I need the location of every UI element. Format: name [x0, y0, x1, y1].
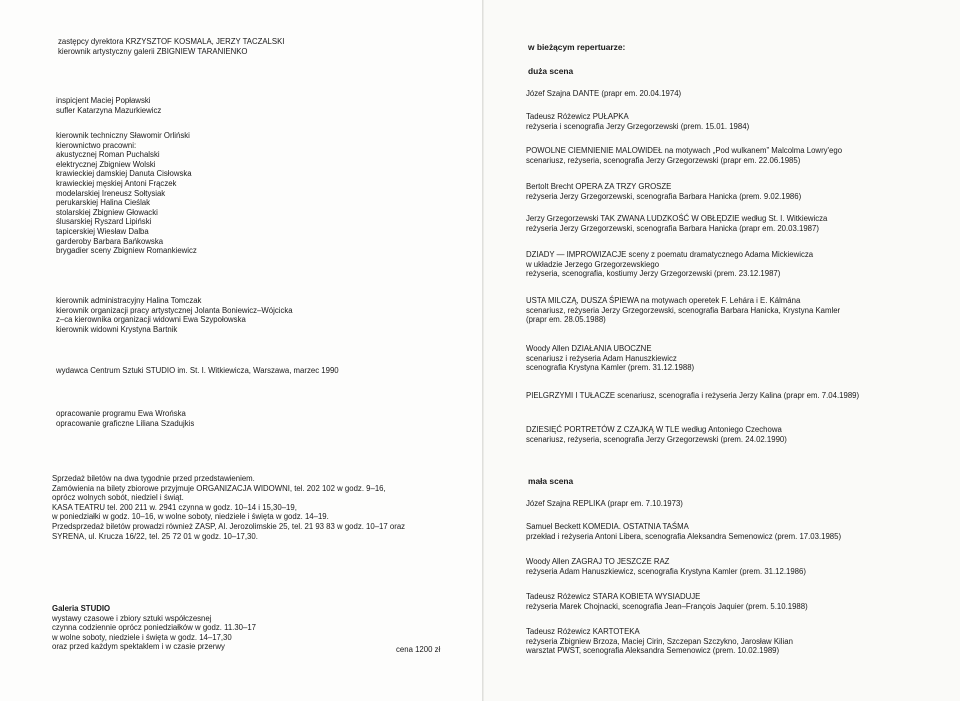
credit-line: opracowanie graficzne Liliana Szadujkis: [56, 418, 195, 428]
entry-line: Woody Allen ZAGRAJ TO JESZCZE RAZ: [526, 557, 670, 566]
small-stage-entry: [526, 499, 683, 509]
staff-line: inspicjent Maciej Popławski: [56, 96, 151, 105]
ticket-line: Zamówienia na bilety zbiorowe przyjmuje ORGANIZACJA WIDOWNI, tel. 202 102 w godz. 9–16,: [52, 483, 386, 493]
entry-line: reżyseria Jerzy Grzegorzewski, scenografia Barbara Hanicka (prem. 9.02.1986): [526, 191, 802, 201]
ticket-line: KASA TEATRU tel. 200 211 w. 2941 czynna w godz. 10–14 i 15,30–19,: [52, 502, 297, 512]
ticket-line: SYRENA, ul. Krucza 16/22, tel. 25 72 01 w godz. 10–17,30.: [52, 531, 258, 541]
staff-line: kierownik administracyjny Halina Tomczak: [56, 296, 202, 305]
credits-block: [56, 409, 194, 428]
staff-line: akustycznej Roman Puchalski: [56, 150, 160, 160]
repertoire-title: w bieżącym repertuarze:: [528, 42, 626, 52]
ticket-info-block: [52, 474, 405, 541]
entry-line: reżyseria Adam Hanuszkiewicz, scenografia Krystyna Kamler (prem. 31.12.1986): [526, 566, 806, 576]
staff-line: kierownictwo pracowni:: [56, 140, 137, 150]
big-stage-entry: [526, 214, 827, 233]
big-stage-entry: [526, 425, 787, 444]
staff-line: elektrycznej Zbigniew Wolski: [56, 159, 156, 169]
ticket-line: Sprzedaż biletów na dwa tygodnie przed przedstawieniem.: [52, 474, 255, 483]
staff-block-technical: [56, 131, 197, 256]
gallery-line: wystawy czasowe i zbiory sztuki współczesnej: [52, 613, 212, 623]
header-line: zastępcy dyrektora KRZYSZTOF KOSMALA, JERZY TACZALSKI: [58, 37, 285, 46]
credit-line: opracowanie programu Ewa Wrońska: [56, 409, 186, 418]
entry-line: przekład i reżyseria Antoni Libera, scenografia Aleksandra Semenowicz (prem. 17.03.1985): [526, 531, 842, 541]
entry-line: Woody Allen DZIAŁANIA UBOCZNE: [526, 344, 652, 353]
gallery-line: w wolne soboty, niedziele i święta w godz. 14–17,30: [52, 632, 232, 642]
entry-line: Jerzy Grzegorzewski TAK ZWANA LUDZKOŚĆ W OBŁĘDZIE według St. I. Witkiewicza: [526, 214, 828, 223]
staff-line: krawieckiej damskiej Danuta Cisłowska: [56, 169, 192, 179]
entry-line: reżyseria, scenografia, kostiumy Jerzy Grzegorzewski (prem. 23.12.1987): [526, 269, 781, 279]
big-stage-entry: [526, 296, 840, 325]
entry-line: scenariusz, reżyseria Jerzy Grzegorzewski, scenografia Barbara Hanicka, Krystyna Kamler: [526, 305, 841, 315]
entry-line: POWOLNE CIEMNIENIE MALOWIDEŁ na motywach „Pod wulkanem” Malcolma Lowry'ego: [526, 146, 843, 155]
small-stage-title: mała scena: [528, 476, 574, 486]
entry-line: Tadeusz Różewicz KARTOTEKA: [526, 627, 640, 636]
header-block: [58, 37, 284, 56]
ticket-line: Przedsprzedaż biletów prowadzi również ZASP, Al. Jerozolimskie 25, tel. 21 93 83 w godz. 10–17 oraz: [52, 521, 406, 531]
staff-line: ślusarskiej Ryszard Lipiński: [56, 217, 152, 227]
header-line: kierownik artystyczny galerii ZBIGNIEW TARANIENKO: [58, 46, 248, 56]
entry-line: DZIADY — IMPROWIZACJE sceny z poematu dramatycznego Adama Mickiewicza: [526, 250, 814, 259]
staff-line: sufler Katarzyna Mazurkiewicz: [56, 105, 162, 115]
entry-line: Tadeusz Różewicz PUŁAPKA: [526, 112, 629, 121]
small-stage-entry: [526, 627, 793, 656]
price-label: cena 1200 zł: [396, 645, 441, 654]
entry-line: scenariusz i reżyseria Adam Hanuszkiewicz: [526, 353, 677, 363]
big-stage-title: duża scena: [528, 66, 574, 76]
big-stage-entry: [526, 89, 681, 99]
publisher-line: wydawca Centrum Sztuki STUDIO im. St. I. Witkiewicza, Warszawa, marzec 1990: [56, 366, 339, 375]
entry-line: warsztat PWST, scenografia Aleksandra Semenowicz (prem. 10.02.1989): [526, 646, 780, 656]
entry-line: Tadeusz Różewicz STARA KOBIETA WYSIADUJE: [526, 592, 701, 601]
big-stage-entry: [526, 391, 859, 401]
staff-line: tapicerskiej Wiesław Dalba: [56, 226, 149, 236]
right-page: [484, 0, 960, 701]
big-stage-entry: [526, 250, 813, 279]
staff-line: modelarskiej Ireneusz Sołtysiak: [56, 188, 166, 198]
staff-line: kierownik techniczny Sławomir Orliński: [56, 131, 190, 140]
staff-block-admin: [56, 296, 293, 334]
entry-line: Samuel Beckett KOMEDIA. OSTATNIA TAŚMA: [526, 522, 689, 531]
entry-line: scenariusz, reżyseria, scenografia Jerzy Grzegorzewski (prapr em. 22.06.1985): [526, 155, 801, 165]
staff-line: krawieckiej męskiej Antoni Frączek: [56, 178, 177, 188]
entry-line: scenariusz, reżyseria, scenografia Jerzy Grzegorzewski (prem. 24.02.1990): [526, 434, 787, 444]
staff-line: stolarskiej Zbigniew Głowacki: [56, 207, 158, 217]
staff-line: z–ca kierownika organizacji widowni Ewa Szypołowska: [56, 315, 246, 325]
entry-line: Józef Szajna REPLIKA (prapr em. 7.10.1973): [526, 499, 683, 508]
big-stage-entry: [526, 146, 842, 165]
entry-line: reżyseria Zbigniew Brzoza, Maciej Cirin, Szczepan Szczykno, Jarosław Kilian: [526, 636, 793, 646]
gallery-line: czynna codziennie oprócz poniedziałków w godz. 11.30–17: [52, 623, 257, 633]
ticket-line: oprócz wolnych sobót, niedziel i świąt.: [52, 493, 184, 503]
entry-line: DZIESIĘĆ PORTRETÓW Z CZAJKĄ W TLE według Antoniego Czechowa: [526, 425, 782, 434]
ticket-line: w poniedziałki w godz. 10–16, w wolne soboty, niedziele i święta w godz. 14–19.: [52, 512, 329, 522]
staff-line: kierownik widowni Krystyna Bartnik: [56, 324, 178, 334]
staff-line: perukarskiej Halina Cieślak: [56, 198, 151, 208]
gallery-line: oraz przed każdym spektaklem i w czasie przerwy: [52, 642, 225, 652]
entry-line: PIELGRZYMI I TUŁACZE scenariusz, scenografia i reżyseria Jerzy Kalina (prapr em. 7.04.1989): [526, 391, 860, 400]
entry-line: scenografia Krystyna Kamler (prem. 31.12.1988): [526, 363, 695, 373]
entry-line: reżyseria Jerzy Grzegorzewski, scenografia Barbara Hanicka (prapr em. 20.03.1987): [526, 223, 819, 233]
gallery-title: Galeria STUDIO: [52, 604, 111, 613]
big-stage-entry: [526, 182, 801, 201]
entry-line: (prapr em. 28.05.1988): [526, 315, 606, 325]
staff-line: kierownik organizacji pracy artystycznej Jolanta Boniewicz–Wójcicka: [56, 305, 293, 315]
staff-line: brygadier sceny Zbigniew Romankiewicz: [56, 246, 197, 256]
entry-line: w układzie Jerzego Grzegorzewskiego: [526, 259, 660, 269]
big-stage-entry: [526, 344, 694, 373]
small-stage-entry: [526, 592, 808, 611]
gallery-block: [52, 604, 256, 652]
big-stage-entry: [526, 112, 749, 131]
staff-line: garderoby Barbara Bańkowska: [56, 236, 164, 246]
staff-block-stage: [56, 96, 161, 115]
entry-line: reżyseria Marek Chojnacki, scenografia Jean–François Jaquier (prem. 5.10.1988): [526, 601, 808, 611]
entry-line: Bertolt Brecht OPERA ZA TRZY GROSZE: [526, 182, 672, 191]
entry-line: reżyseria i scenografia Jerzy Grzegorzewski (prem. 15.01. 1984): [526, 121, 750, 131]
small-stage-entry: [526, 522, 841, 541]
entry-line: USTA MILCZĄ, DUSZA ŚPIEWA na motywach operetek F. Lehára i E. Kálmána: [526, 296, 801, 305]
small-stage-entry: [526, 557, 806, 576]
entry-line: Józef Szajna DANTE (prapr em. 20.04.1974): [526, 89, 682, 98]
